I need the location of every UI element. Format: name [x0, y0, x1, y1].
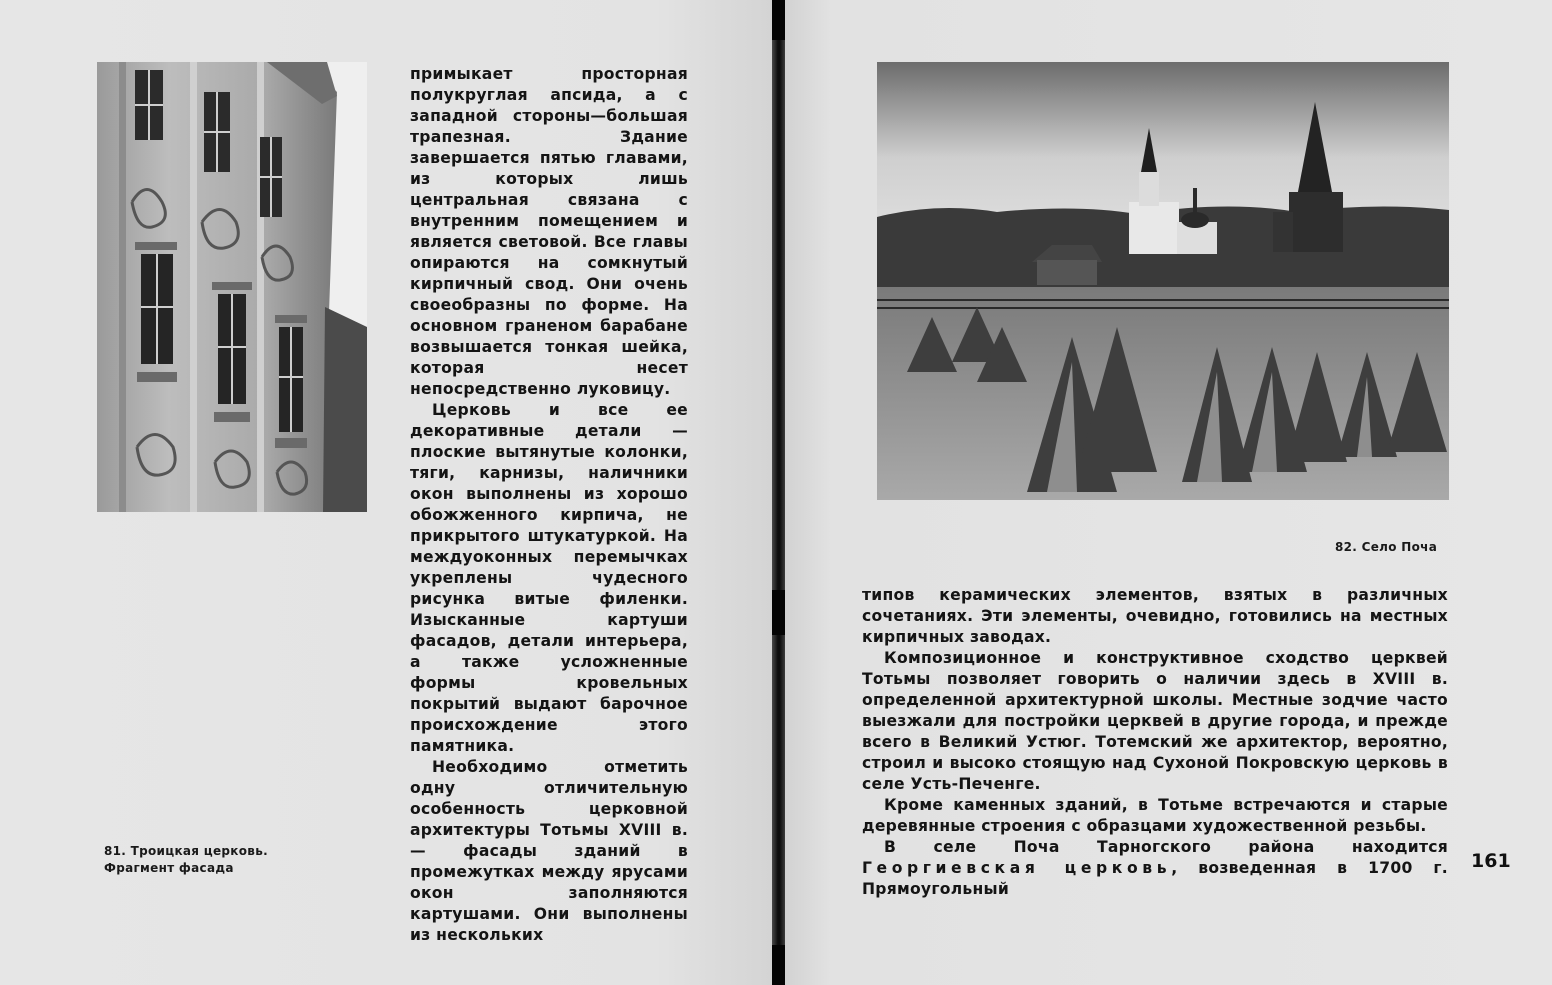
figure-82-caption: 82. Село Поча	[1335, 540, 1438, 554]
caption-line-1: 81. Троицкая церковь.	[104, 844, 268, 858]
paragraph: типов керамических элементов, взятых в различных сочетаниях. Эти элементы, очевидно, готовились на местных кирпичных заводах.	[862, 586, 1448, 646]
paragraph: Необходимо отметить одну отличительную особенность церковной архитектуры Тотьмы XVIII в.— фасады зданий в промежутках между ярусами окон заполняются картушами. Они выполнены из нескольких	[410, 758, 688, 944]
village-photo	[877, 62, 1449, 500]
spaced-church-name: Георгиевская церковь	[862, 859, 1172, 877]
text-run: , возведенная в 1700 г. Прямоугольный	[862, 859, 1448, 898]
book-gutter	[772, 0, 785, 985]
caption-line-2: Фрагмент фасада	[104, 861, 234, 875]
paragraph: Церковь и все ее декоративные детали — плоские вытянутые колонки, тяги, карнизы, наличники окон выполнены из хорошо обожженного кирпича, не прикрытого штукатуркой. На междуоконных перемычках укреплены чудесного рисунка витые филенки. Изысканные картуши фасадов, детали интерьера, а также усложненные формы кровельных покрытий выдают барочное происхождение этого памятника.	[410, 401, 688, 755]
facade-photo	[97, 62, 367, 512]
paragraph: примыкает просторная полукруглая апсида, а с западной стороны—большая трапезная. Здание завершается пятью главами, из которых лишь центральная связана с внутренним помещением и является световой. Все главы опираются на сомкнутый кирпичный свод. Они очень своеобразны по форме. На основном граненом барабане возвышается тонкая шейка, которая несет непосредственно луковицу.	[410, 65, 688, 398]
paragraph: Композиционное и конструктивное сходство церквей Тотьмы позволяет говорить о наличии здесь в XVIII в. определенной архитектурной школы. Местные зодчие часто выезжали для постройки церквей в другие города, и прежде всего в Великий Устюг. Тотемский же архитектор, вероятно, строил и высоко стоящую над Сухоной Покровскую церковь в селе Усть-Печенге.	[862, 649, 1448, 793]
right-text-column	[862, 585, 1448, 900]
figure-81-caption	[104, 843, 268, 877]
left-text-column	[410, 64, 688, 946]
paragraph-last	[862, 837, 1448, 900]
paragraph: Кроме каменных зданий, в Тотьме встречаются и старые деревянные строения с образцами художественной резьбы.	[862, 796, 1448, 835]
page-number: 161	[1471, 850, 1511, 872]
text-run: В селе Поча Тарногского района находится	[884, 838, 1448, 856]
